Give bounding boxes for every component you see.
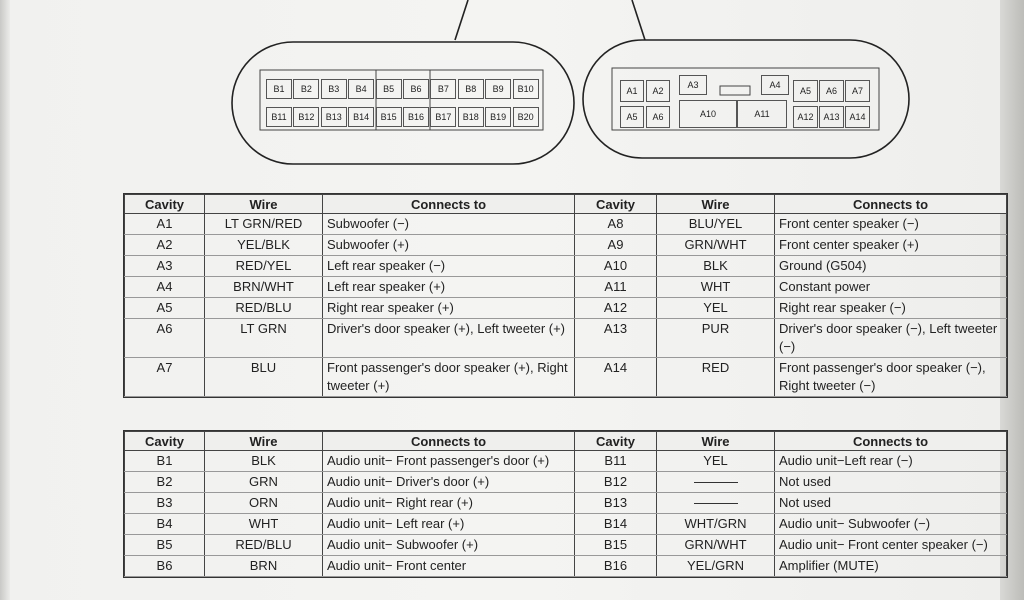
pin-cavity: A5 [793,80,818,102]
pin-cavity: B16 [403,107,429,127]
pin-cavity: A11 [737,100,787,128]
header-connects-to: Connects to [323,195,575,214]
pin-cavity: B13 [321,107,347,127]
pin-cavity: B5 [376,79,402,99]
wire-cell: PUR [657,319,775,358]
connects-to-cell: Left rear speaker (+) [323,277,575,298]
pin-cavity: B3 [321,79,347,99]
header-cavity: Cavity [575,195,657,214]
cavity-cell: B16 [575,556,657,577]
cavity-cell: A2 [125,235,205,256]
connector-b-outline [232,42,574,164]
cavity-cell: B2 [125,472,205,493]
header-connects-to: Connects to [775,432,1007,451]
connects-to-cell: Constant power [775,277,1007,298]
connector-a-latch [720,86,750,95]
cavity-cell: A11 [575,277,657,298]
wire-cell: YEL [657,298,775,319]
wire-cell: LT GRN/RED [205,214,323,235]
table-row [125,298,1007,319]
cavity-cell: A8 [575,214,657,235]
pin-cavity: B8 [458,79,484,99]
connects-to-cell: Audio unit− Subwoofer (−) [775,514,1007,535]
pin-cavity: B17 [430,107,456,127]
wire-cell: YEL/BLK [205,235,323,256]
connects-to-cell: Audio unit− Front center [323,556,575,577]
wire-cell: WHT/GRN [657,514,775,535]
table-row [125,256,1007,277]
table-row [125,535,1007,556]
connects-to-cell: Right rear speaker (+) [323,298,575,319]
not-used-dash [694,482,738,483]
pin-cavity: B18 [458,107,484,127]
pin-cavity: B12 [293,107,319,127]
header-wire: Wire [657,195,775,214]
wire-cell: RED/YEL [205,256,323,277]
cavity-cell: B1 [125,451,205,472]
pin-cavity: B1 [266,79,292,99]
pin-cavity: A1 [620,80,644,102]
cavity-cell: B13 [575,493,657,514]
wire-cell: ORN [205,493,323,514]
header-connects-to: Connects to [323,432,575,451]
header-wire: Wire [205,195,323,214]
cavity-cell: A13 [575,319,657,358]
table-row [125,556,1007,577]
wire-cell: GRN/WHT [657,235,775,256]
cavity-cell: A1 [125,214,205,235]
header-wire: Wire [657,432,775,451]
table-row [125,514,1007,535]
wire-cell: RED [657,358,775,397]
connects-to-cell: Subwoofer (+) [323,235,575,256]
connects-to-cell: Driver's door speaker (−), Left tweeter (−) [775,319,1007,358]
cavity-cell: B12 [575,472,657,493]
cavity-cell: A4 [125,277,205,298]
pin-cavity: B11 [266,107,292,127]
header-wire: Wire [205,432,323,451]
cavity-cell: B14 [575,514,657,535]
pin-cavity: A3 [679,75,707,95]
connects-to-cell: Audio unit− Left rear (+) [323,514,575,535]
wire-cell: GRN [205,472,323,493]
header-connects-to: Connects to [775,195,1007,214]
pin-cavity: A5 [620,106,644,128]
cavity-cell: B3 [125,493,205,514]
wire-cell: YEL [657,451,775,472]
table-row [125,277,1007,298]
cavity-cell: A10 [575,256,657,277]
not-used-dash [694,503,738,504]
cavity-cell: A14 [575,358,657,397]
wire-cell [657,472,775,493]
table-row [125,214,1007,235]
table-row [125,451,1007,472]
wire-cell: WHT [205,514,323,535]
cavity-cell: A12 [575,298,657,319]
pin-cavity: B9 [485,79,511,99]
pin-cavity: B7 [430,79,456,99]
connects-to-cell: Left rear speaker (−) [323,256,575,277]
connects-to-cell: Amplifier (MUTE) [775,556,1007,577]
cavity-cell: B15 [575,535,657,556]
leader-line-b [455,0,468,40]
cavity-cell: A3 [125,256,205,277]
wire-cell: BRN/WHT [205,277,323,298]
pin-cavity: A6 [819,80,844,102]
table-row [125,235,1007,256]
connects-to-cell: Ground (G504) [775,256,1007,277]
pin-cavity: B4 [348,79,374,99]
cavity-cell: B6 [125,556,205,577]
table-row [125,493,1007,514]
pin-cavity: A14 [845,106,870,128]
wire-cell: RED/BLU [205,298,323,319]
pin-cavity: A4 [761,75,789,95]
pin-cavity: B15 [376,107,402,127]
wire-cell: LT GRN [205,319,323,358]
connects-to-cell: Front center speaker (+) [775,235,1007,256]
connects-to-cell: Not used [775,472,1007,493]
pin-cavity: A6 [646,106,670,128]
pin-cavity: B6 [403,79,429,99]
wire-cell [657,493,775,514]
wire-cell: BRN [205,556,323,577]
wire-cell: RED/BLU [205,535,323,556]
table-header-row [125,195,1007,214]
connects-to-cell: Front center speaker (−) [775,214,1007,235]
cavity-cell: B5 [125,535,205,556]
cavity-cell: B4 [125,514,205,535]
cavity-cell: A9 [575,235,657,256]
table-row [125,319,1007,358]
connects-to-cell: Subwoofer (−) [323,214,575,235]
wire-cell: BLK [657,256,775,277]
cavity-cell: A5 [125,298,205,319]
header-cavity: Cavity [125,195,205,214]
table-row [125,358,1007,397]
connects-to-cell: Audio unit− Front center speaker (−) [775,535,1007,556]
connects-to-cell: Audio unit− Right rear (+) [323,493,575,514]
wire-cell: GRN/WHT [657,535,775,556]
pin-cavity: A2 [646,80,670,102]
wire-cell: BLU/YEL [657,214,775,235]
cavity-cell: A7 [125,358,205,397]
connector-b-pinout-table [124,431,1007,577]
header-cavity: Cavity [575,432,657,451]
wire-cell: BLU [205,358,323,397]
connects-to-cell: Front passenger's door speaker (−), Right tweeter (−) [775,358,1007,397]
wire-cell: WHT [657,277,775,298]
header-cavity: Cavity [125,432,205,451]
pin-cavity: B14 [348,107,374,127]
leader-line-a [632,0,645,40]
pin-cavity: B2 [293,79,319,99]
pin-cavity: A7 [845,80,870,102]
connects-to-cell: Driver's door speaker (+), Left tweeter (+) [323,319,575,358]
wire-cell: BLK [205,451,323,472]
wire-cell: YEL/GRN [657,556,775,577]
pin-cavity: B10 [513,79,539,99]
connects-to-cell: Audio unit−Left rear (−) [775,451,1007,472]
connects-to-cell: Audio unit− Driver's door (+) [323,472,575,493]
cavity-cell: B11 [575,451,657,472]
pin-cavity: B19 [485,107,511,127]
pin-cavity: A13 [819,106,844,128]
connects-to-cell: Right rear speaker (−) [775,298,1007,319]
connects-to-cell: Audio unit− Subwoofer (+) [323,535,575,556]
connects-to-cell: Audio unit− Front passenger's door (+) [323,451,575,472]
pin-cavity: A10 [679,100,737,128]
cavity-cell: A6 [125,319,205,358]
connector-a-pinout-table [124,194,1007,397]
table-header-row [125,432,1007,451]
pin-cavity: B20 [513,107,539,127]
connects-to-cell: Front passenger's door speaker (+), Right tweeter (+) [323,358,575,397]
pin-cavity: A12 [793,106,818,128]
table-row [125,472,1007,493]
connects-to-cell: Not used [775,493,1007,514]
